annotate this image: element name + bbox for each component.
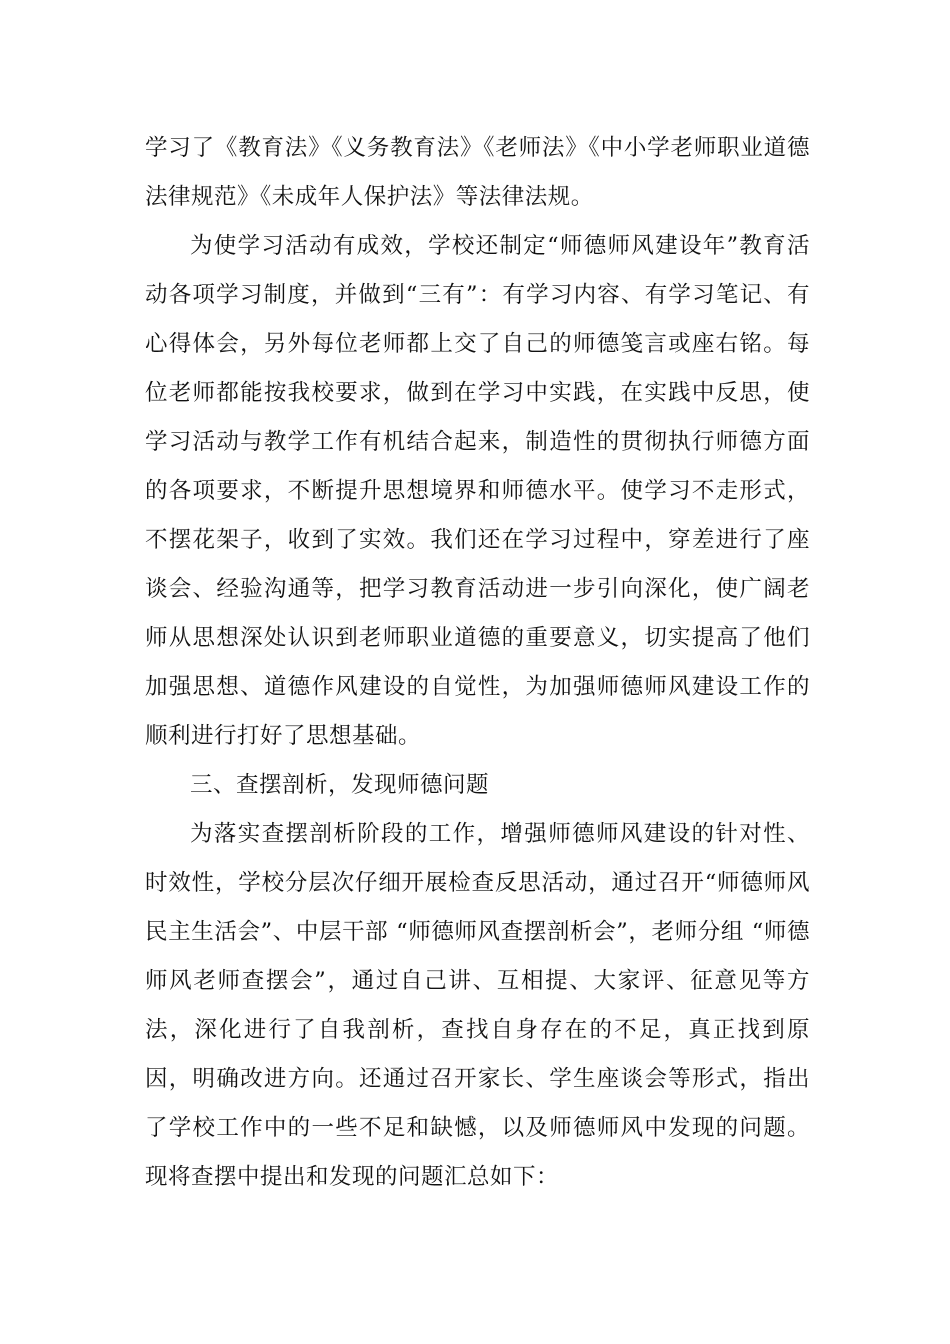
section-heading-three: 三、查摆剖析，发现师德问题 <box>190 772 490 798</box>
paragraph-continuation: 学习了《教育法》《义务教育法》《老师法》《中小学老师职业道德法律规范》《未成年人保护法》等法律法规。 <box>145 135 810 210</box>
paragraph-self-examination: 为落实查摆剖析阶段的工作，增强师德师风建设的针对性、时效性，学校分层次仔细开展检查反思活动，通过召开“师德师风民主生活会”、中层干部 “师德师风查摆剖析会”，老师分组 “师德师风老师查摆会”，通过自己讲、互相提、大家评、征意见等方法，深化进行了自我剖析，查找自身存在的不足，真正找到原因，明确改进方向。还通过召开家长、学生座谈会等形式，指出了学校工作中的一些不足和缺憾，以及师德师风中发现的问题。现将查摆中提出和发现的问题汇总如下： <box>145 821 810 1190</box>
paragraph-study-activities: 为使学习活动有成效，学校还制定“师德师风建设年”教育活动各项学习制度，并做到“三有”：有学习内容、有学习笔记、有心得体会，另外每位老师都上交了自己的师德笺言或座右铭。每位老师都能按我校要求，做到在学习中实践，在实践中反思，使学习活动与教学工作有机结合起来，制造性的贯彻执行师德方面的各项要求，不断提升思想境界和师德水平。使学习不走形式，不摆花架子，收到了实效。我们还在学习过程中，穿差进行了座谈会、经验沟通等，把学习教育活动进一步引向深化，使广阔老师从思想深处认识到老师职业道德的重要意义，切实提高了他们加强思想、道德作风建设的自觉性，为加强师德师风建设工作的顺利进行打好了思想基础。 <box>145 233 810 749</box>
document-body <box>145 124 810 1202</box>
